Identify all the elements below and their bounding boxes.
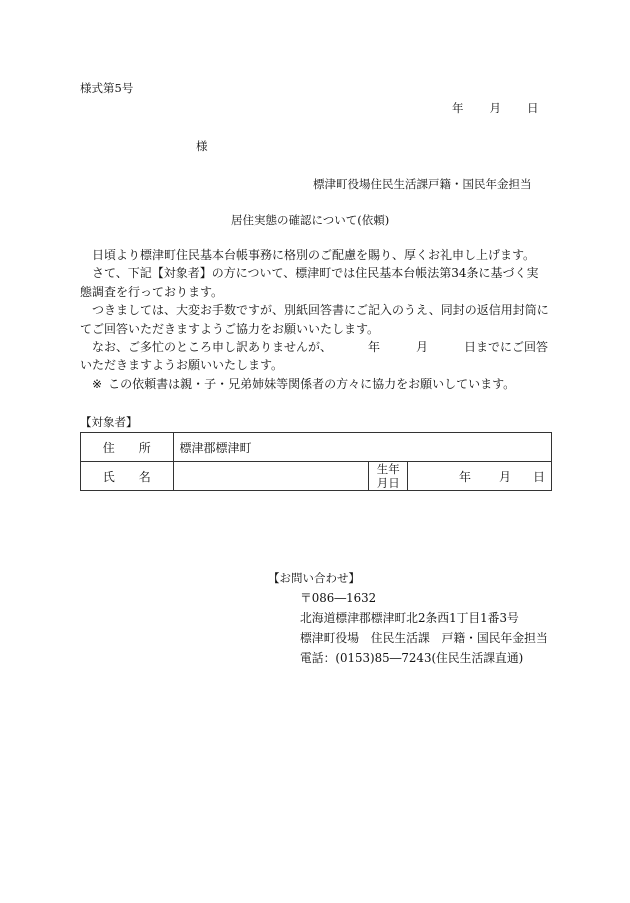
contact-address: 北海道標津郡標津町北2条西1丁目1番3号 (300, 611, 519, 625)
note-text: この依頼書は親・子・兄弟姉妹等関係者の方々に協力をお願いしています。 (108, 376, 516, 391)
body-paragraph-1: 日頃より標津町住民基本台帳事務に格別のご配慮を賜り、厚くお礼申し上げます。 (92, 248, 536, 262)
birthdate-label-line1: 生年 (376, 462, 400, 476)
target-table (80, 432, 552, 491)
deadline-text-b: 日までにご回答いただきますようお願いいたします。 (80, 340, 549, 373)
address-value: 標津郡標津町 (173, 433, 552, 462)
deadline-month: 月 (416, 340, 429, 355)
birth-day: 日 (532, 469, 545, 484)
deadline-text-a: なお、ご多忙のところ申し訳ありませんが、 (92, 340, 333, 355)
address-label: 住 所 (81, 433, 174, 462)
contact-postal: 〒086―1632 (300, 591, 377, 605)
sender: 標津町役場住民生活課戸籍・国民年金担当 (313, 177, 532, 191)
body-paragraph-4 (80, 338, 550, 375)
date-line (452, 100, 539, 116)
date-month: 月 (489, 101, 501, 115)
birthdate-label (369, 462, 408, 491)
name-row (81, 462, 552, 491)
target-heading: 【対象者】 (80, 415, 138, 429)
body-note (80, 375, 550, 393)
name-label: 氏 名 (81, 462, 174, 491)
body-text (80, 246, 550, 393)
birthdate-value (408, 462, 552, 491)
contact-phone: 電話：(0153)85―7243(住民生活課直通) (300, 651, 524, 665)
contact-heading: 【お問い合わせ】 (268, 571, 360, 585)
document-title: 居住実態の確認について(依頼) (231, 213, 390, 227)
birth-month: 月 (498, 469, 511, 484)
contact-office: 標津町役場 住民生活課 戸籍・国民年金担当 (300, 631, 548, 645)
birthdate-label-line2: 月日 (376, 476, 400, 490)
addressee-suffix: 様 (196, 139, 208, 153)
address-row (81, 433, 552, 462)
deadline-year: 年 (368, 340, 381, 355)
body-paragraph-3: つきましては、大変お手数ですが、別紙回答書にご記入のうえ、同封の返信用封筒にてご回答いただきますようご協力をお願いいたします。 (80, 303, 549, 336)
date-year: 年 (452, 101, 464, 115)
date-day: 日 (527, 101, 539, 115)
contact-block (300, 588, 548, 668)
note-mark: ※ (92, 376, 103, 391)
name-value (173, 462, 369, 491)
birth-year: 年 (458, 469, 471, 484)
body-paragraph-2: さて、下記【対象者】の方について、標津町では住民基本台帳法第34条に基づく実態調査を行っております。 (80, 266, 539, 299)
form-number: 様式第5号 (80, 81, 134, 95)
